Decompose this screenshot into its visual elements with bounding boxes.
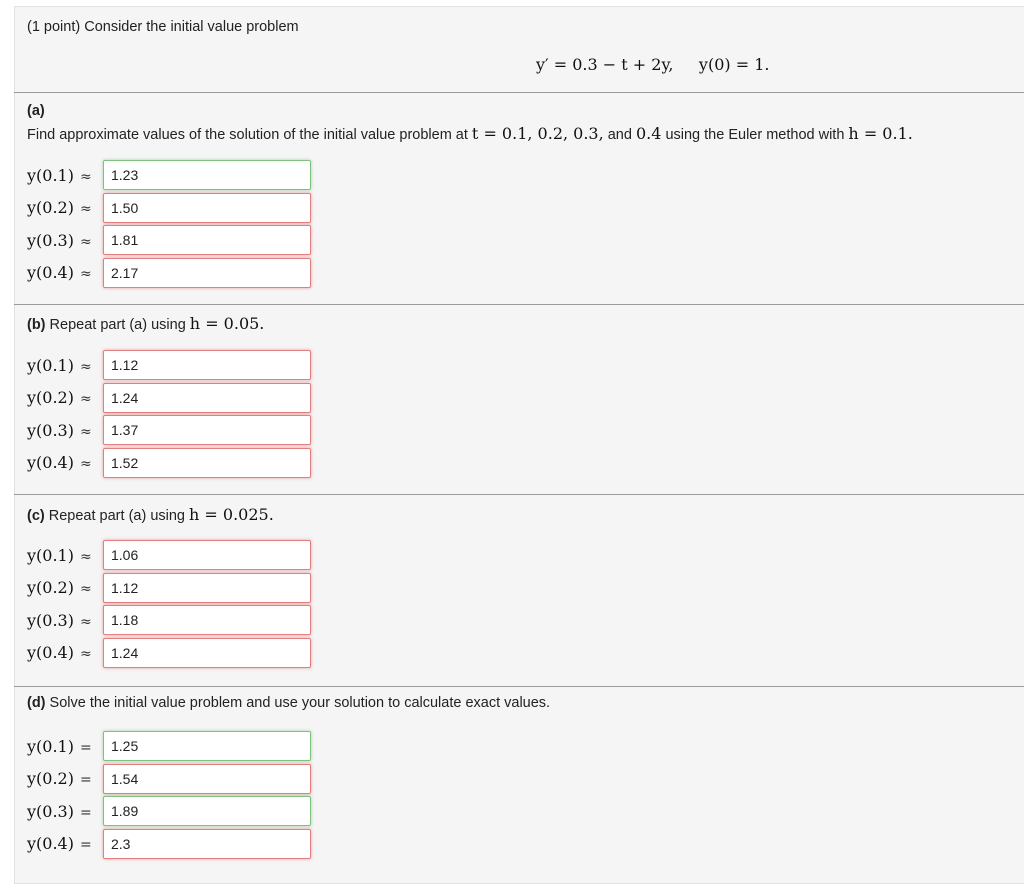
part-c-instruction: (c) Repeat part (a) using h = 0.025.	[27, 505, 274, 524]
answer-label: y(0.1) ≈	[27, 355, 92, 375]
answer-label: y(0.2) ≈	[27, 198, 92, 218]
answer-label: y(0.3) ≈	[27, 610, 92, 630]
divider	[14, 494, 1024, 495]
part-a-label: (a)	[27, 103, 45, 119]
answer-row	[27, 225, 311, 255]
answer-label: y(0.4) ≈	[27, 453, 92, 473]
answer-label: y(0.2) ≈	[27, 388, 92, 408]
answer-input[interactable]: 1.52	[103, 448, 311, 478]
t-values: t = 0.1, 0.2, 0.3,	[471, 124, 604, 143]
answer-row	[27, 764, 311, 794]
answer-row	[27, 796, 311, 826]
answer-row	[27, 731, 311, 761]
answer-input[interactable]: 1.24	[103, 638, 311, 668]
answer-input[interactable]: 1.81	[103, 225, 311, 255]
answer-row	[27, 193, 311, 223]
answer-input[interactable]: 2.17	[103, 258, 311, 288]
answer-row	[27, 540, 311, 570]
divider	[14, 304, 1024, 305]
answer-label: y(0.3) =	[27, 801, 92, 821]
answer-label: y(0.2) =	[27, 769, 92, 789]
answer-row	[27, 605, 311, 635]
answer-row	[27, 350, 311, 380]
ode-equation	[536, 55, 769, 74]
answer-row	[27, 829, 311, 859]
step-size: h = 0.05.	[189, 314, 265, 333]
answer-label: y(0.1) ≈	[27, 165, 92, 185]
answer-row	[27, 415, 311, 445]
answer-row	[27, 383, 311, 413]
part-b-instruction: (b) Repeat part (a) using h = 0.05.	[27, 314, 265, 333]
answer-label: y(0.3) ≈	[27, 420, 92, 440]
answer-row	[27, 258, 311, 288]
answer-input[interactable]: 2.3	[103, 829, 311, 859]
initial-condition: y(0) = 1.	[698, 55, 770, 74]
answer-input[interactable]: 1.50	[103, 193, 311, 223]
answer-row	[27, 160, 311, 190]
answer-input[interactable]: 1.18	[103, 605, 311, 635]
ode-expression: y′ = 0.3 − t + 2y,	[536, 55, 674, 74]
answer-input[interactable]: 1.25	[103, 731, 311, 761]
answer-input[interactable]: 1.06	[103, 540, 311, 570]
answer-label: y(0.4) ≈	[27, 643, 92, 663]
answer-input[interactable]: 1.12	[103, 573, 311, 603]
answer-label: y(0.1) =	[27, 736, 92, 756]
answer-input[interactable]: 1.23	[103, 160, 311, 190]
answer-row	[27, 573, 311, 603]
answer-input[interactable]: 1.89	[103, 796, 311, 826]
divider	[14, 92, 1024, 93]
answer-label: y(0.1) ≈	[27, 545, 92, 565]
step-size: h = 0.025.	[189, 505, 274, 524]
answer-input[interactable]: 1.54	[103, 764, 311, 794]
answer-label: y(0.4) =	[27, 834, 92, 854]
answer-label: y(0.4) ≈	[27, 263, 92, 283]
answer-input[interactable]: 1.12	[103, 350, 311, 380]
step-size: h = 0.1.	[848, 124, 913, 143]
answer-label: y(0.2) ≈	[27, 578, 92, 598]
problem-intro: (1 point) Consider the initial value problem	[27, 19, 299, 35]
answer-input[interactable]: 1.37	[103, 415, 311, 445]
divider	[14, 686, 1024, 687]
answer-label: y(0.3) ≈	[27, 230, 92, 250]
part-a-instruction: Find approximate values of the solution of the initial value problem at t = 0.1, 0.2, 0.3, and 0.4 using the Euler method with h = 0.1.	[27, 124, 913, 143]
answer-row	[27, 638, 311, 668]
part-d-instruction: (d) Solve the initial value problem and use your solution to calculate exact values.	[27, 695, 551, 711]
answer-input[interactable]: 1.24	[103, 383, 311, 413]
answer-row	[27, 448, 311, 478]
